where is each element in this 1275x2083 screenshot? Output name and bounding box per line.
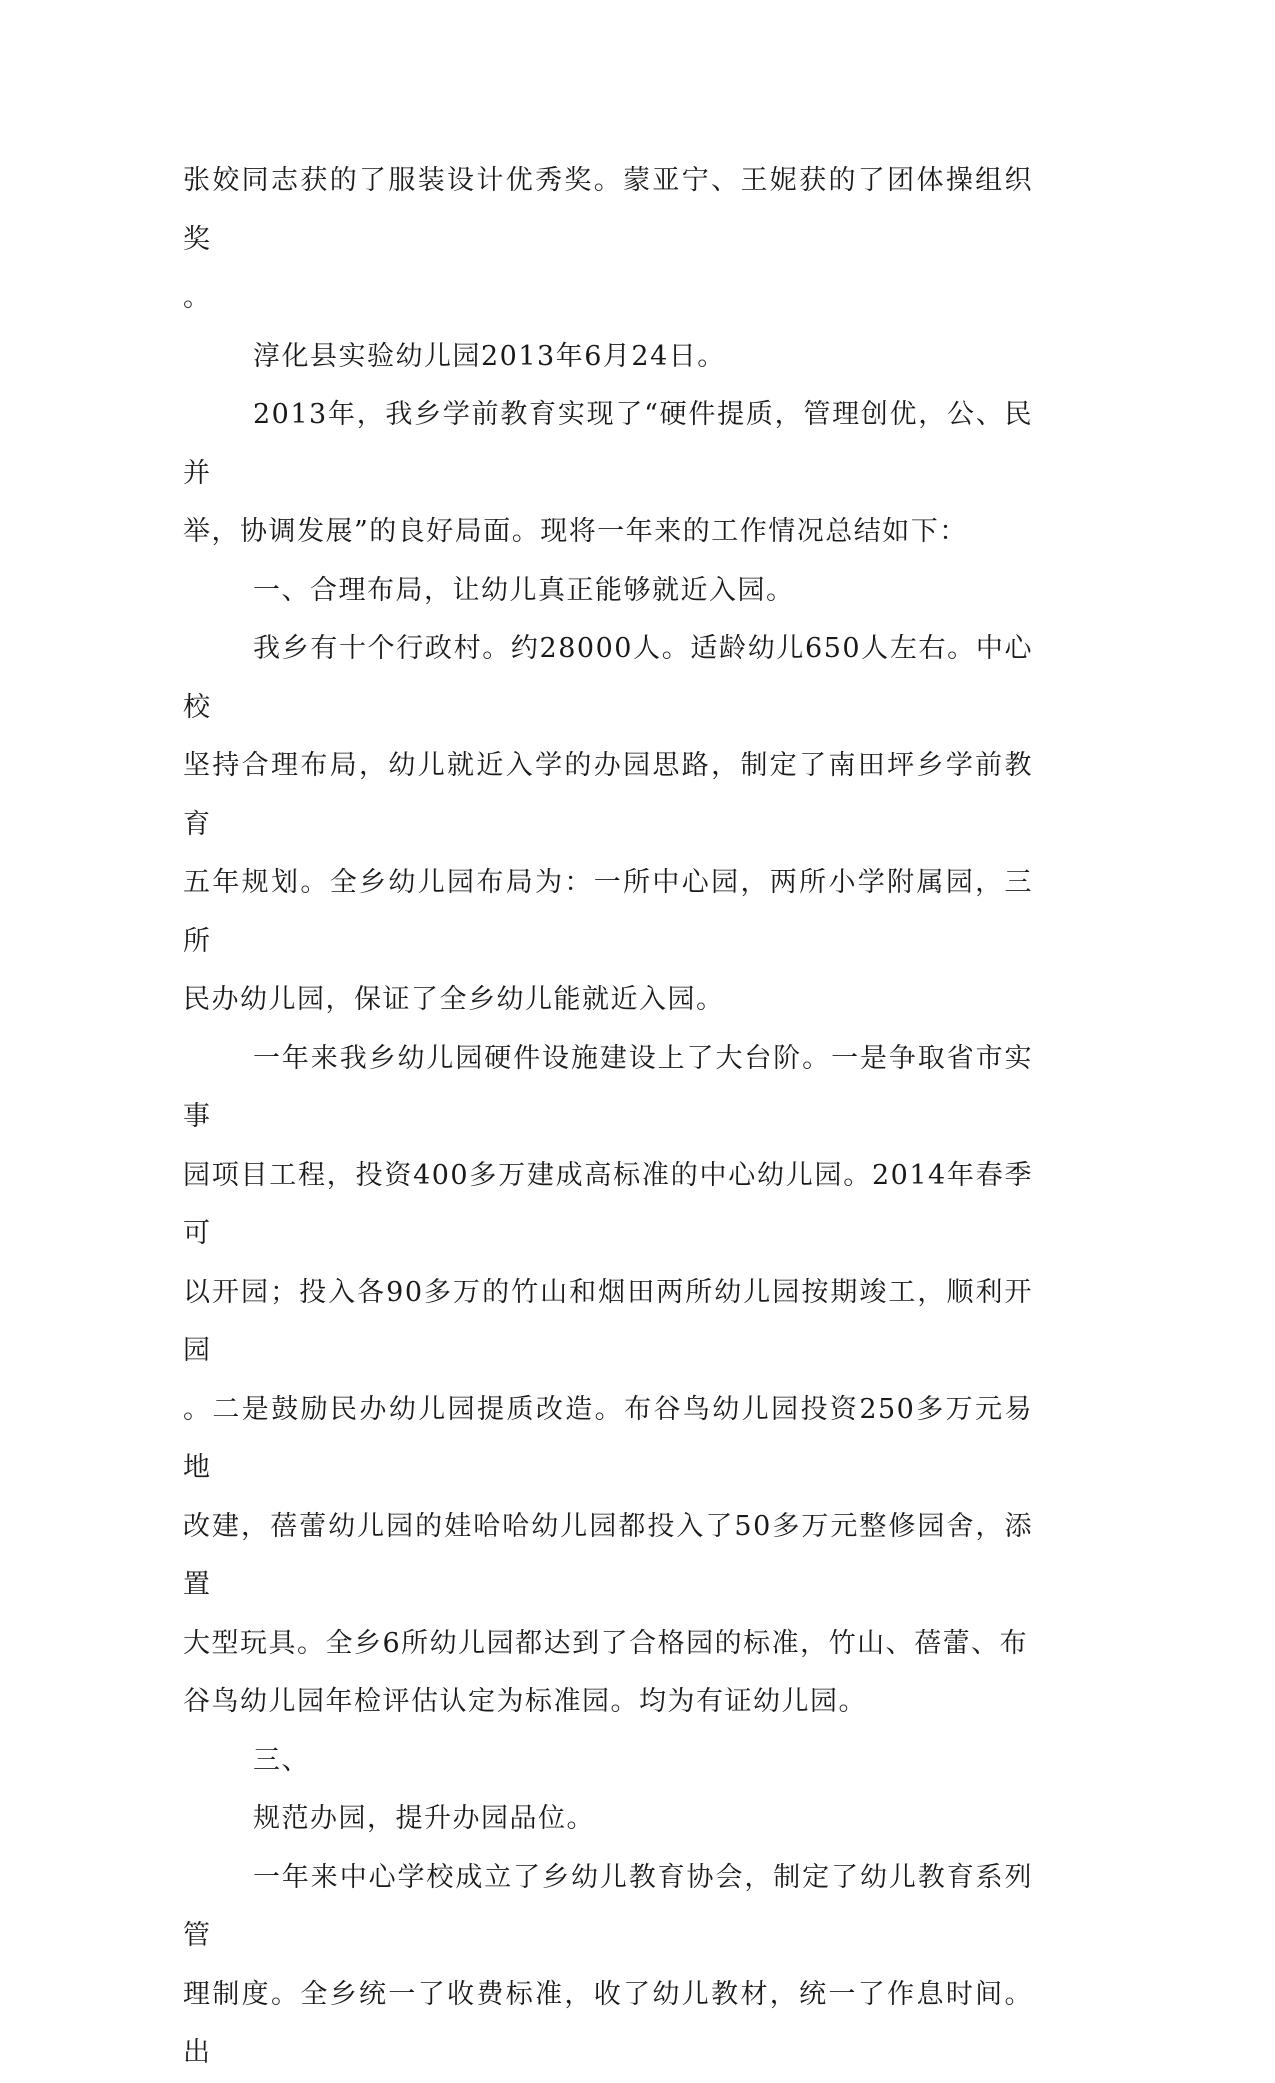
section-heading-1: 一、合理布局，让幼儿真正能够就近入园。 (253, 574, 795, 606)
text-line: 园项目工程，投资400多万建成高标准的中心幼儿园。2014年春季可 (183, 1159, 1033, 1249)
text-line: 张姣同志获的了服装设计优秀奖。蒙亚宁、王妮获的了团体操组织奖 (183, 165, 1033, 255)
text-line: 2013年，我乡学前教育实现了“硬件提质，管理创优，公、民并 (183, 399, 1033, 489)
text-line: 大型玩具。全乡6所幼儿园都达到了合格园的标准，竹山、蓓蕾、布 (183, 1627, 1029, 1659)
paragraph-layout (183, 620, 1033, 1030)
text-line: 一年来中心学校成立了乡幼儿教育协会，制定了幼儿教育系列管 (183, 1861, 1033, 1951)
paragraph-intro (183, 386, 1033, 562)
text-line: 。二是鼓励民办幼儿园提质改造。布谷鸟幼儿园投资250多万元易地 (183, 1393, 1033, 1483)
text-line: 以开园；投入各90多万的竹山和烟田两所幼儿园按期竣工，顺利开园 (183, 1276, 1033, 1366)
text-line: 五年规划。全乡幼儿园布局为：一所中心园，两所小学附属园，三所 (183, 867, 1033, 957)
paragraph-management (183, 1849, 1033, 2083)
text-line: 我乡有十个行政村。约28000人。适龄幼儿650人左右。中心校 (183, 633, 1033, 723)
text-line: 改建，蓓蕾幼儿园的娃哈哈幼儿园都投入了50多万元整修园舍，添置 (183, 1510, 1033, 1600)
paragraph-award (183, 152, 1033, 328)
section-heading-3-number: 三、 (253, 1744, 310, 1776)
text-line: 。 (183, 282, 212, 313)
paragraph-signature-date: 淳化县实验幼儿园2013年6月24日。 (253, 340, 726, 372)
paragraph-facilities (183, 1030, 1033, 1732)
text-line: 举，协调发展”的良好局面。现将一年来的工作情况总结如下： (183, 516, 968, 547)
text-line: 民办幼儿园，保证了全乡幼儿能就近入园。 (183, 984, 725, 1015)
text-line: 一年来我乡幼儿园硬件设施建设上了大台阶。一是争取省市实事 (183, 1042, 1033, 1132)
document-body (183, 152, 1033, 2083)
text-line: 坚持合理布局，幼儿就近入学的办园思路，制定了南田坪乡学前教育 (183, 750, 1033, 840)
text-line: 谷鸟幼儿园年检评估认定为标准园。均为有证幼儿园。 (183, 1686, 867, 1717)
text-line: 理制度。全乡统一了收费标准，收了幼儿教材，统一了作息时间。出 (183, 1978, 1033, 2068)
section-heading-3-title: 规范办园，提升办园品位。 (253, 1803, 595, 1834)
